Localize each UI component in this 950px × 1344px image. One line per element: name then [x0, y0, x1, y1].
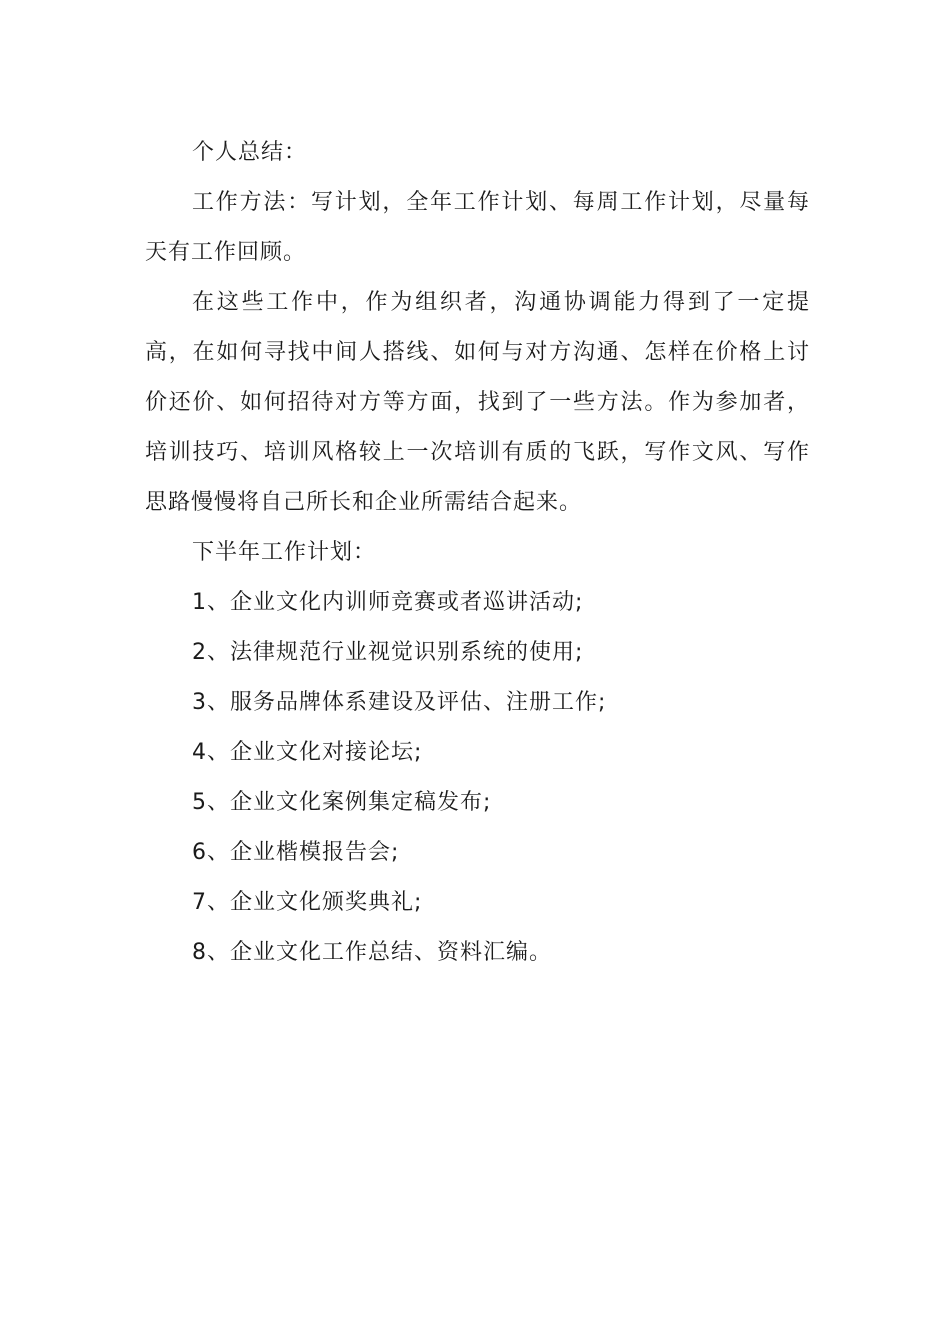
plan-item-5: 5、企业文化案例集定稿发布;	[192, 790, 492, 815]
plan-item-7: 7、企业文化颁奖典礼;	[192, 890, 423, 915]
document-body	[145, 128, 810, 978]
plan-item-1: 1、企业文化内训师竞赛或者巡讲活动;	[192, 590, 584, 615]
plan-item-6: 6、企业楷模报告会;	[192, 840, 400, 865]
summary-heading: 个人总结：	[192, 140, 308, 165]
plan-item-2: 2、法律规范行业视觉识别系统的使用;	[192, 640, 584, 665]
work-reflection-paragraph: 在这些工作中，作为组织者，沟通协调能力得到了一定提高，在如何寻找中间人搭线、如何与对方沟通、怎样在价格上讨价还价、如何招待对方等方面，找到了一些方法。作为参加者，培训技巧、培训风格较上一次培训有质的飞跃，写作文风、写作思路慢慢将自己所长和企业所需结合起来。	[145, 290, 810, 515]
work-method-paragraph: 工作方法：写计划，全年工作计划、每周工作计划，尽量每天有工作回顾。	[145, 190, 810, 265]
plan-item-3: 3、服务品牌体系建设及评估、注册工作;	[192, 690, 607, 715]
plan-item-8: 8、企业文化工作总结、资料汇编。	[192, 940, 552, 965]
plan-heading: 下半年工作计划：	[192, 540, 377, 565]
plan-item-4: 4、企业文化对接论坛;	[192, 740, 423, 765]
